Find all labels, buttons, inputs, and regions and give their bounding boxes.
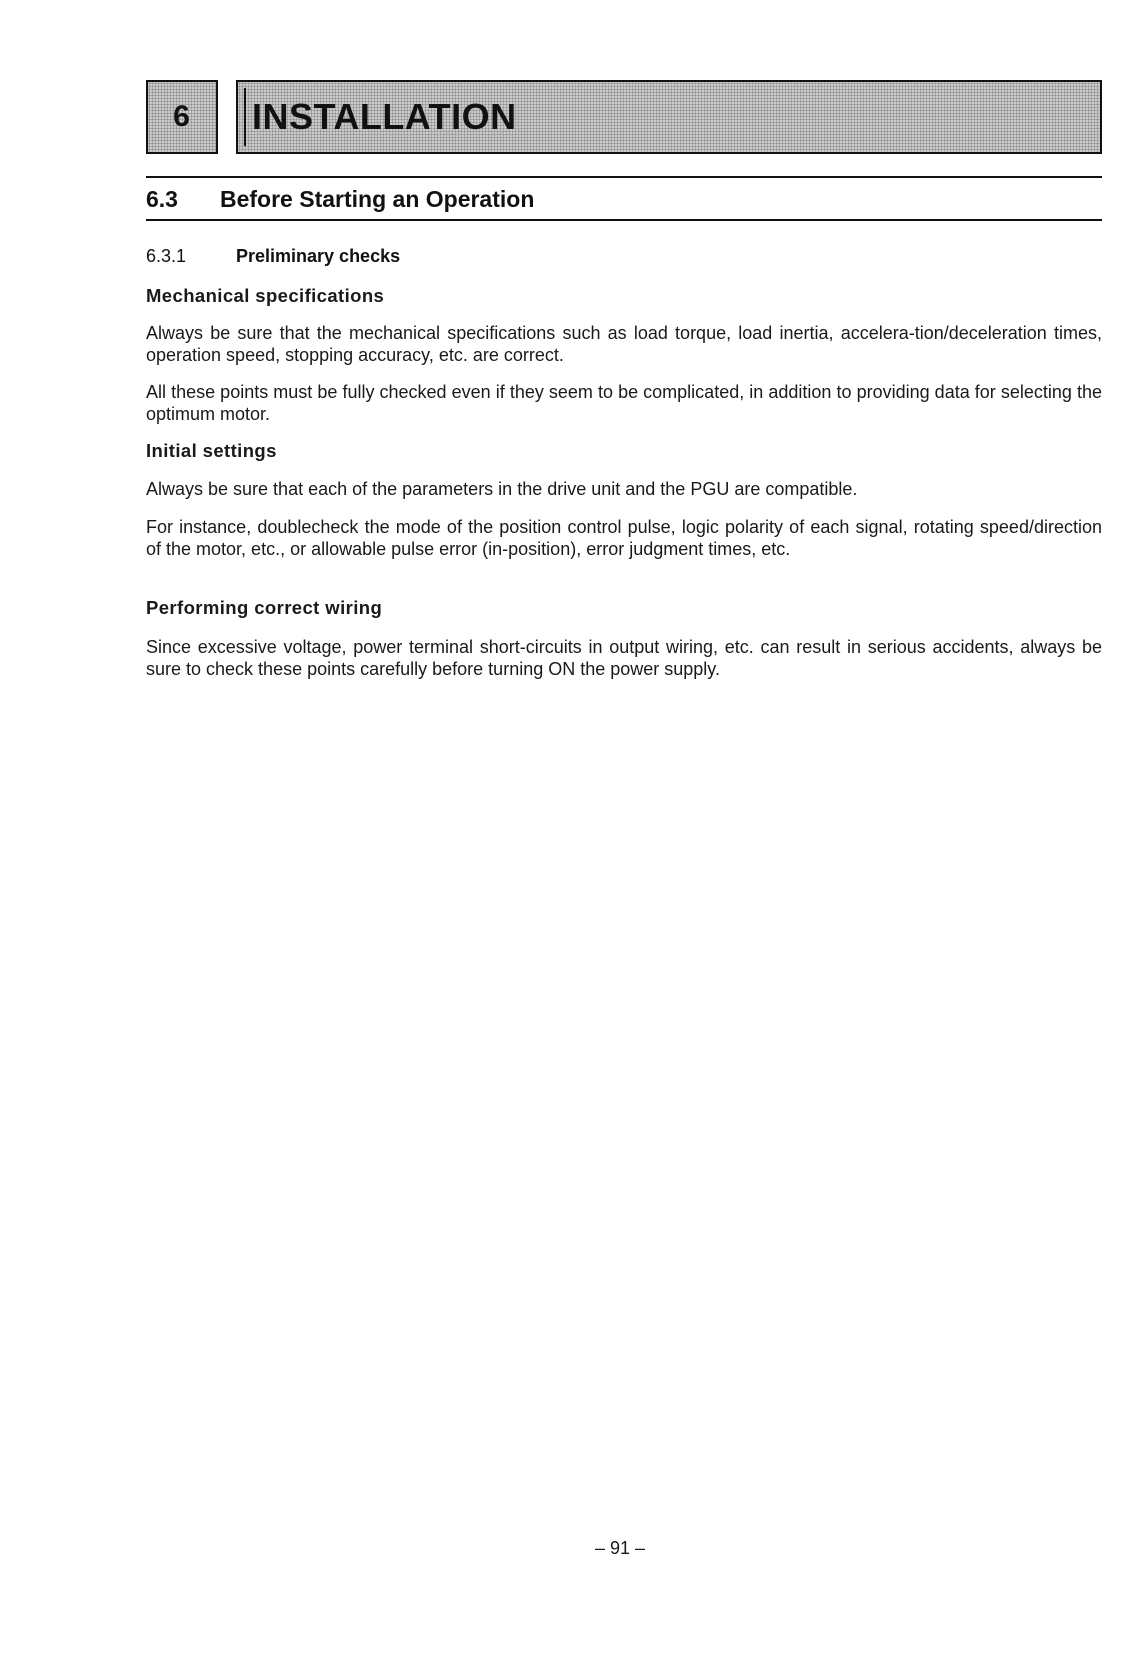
section-number: 6.3: [146, 186, 178, 212]
section-top-rule: [146, 176, 1102, 178]
performing-correct-wiring-paragraph-1: Since excessive voltage, power terminal short-circuits in output wiring, etc. can result in serious accidents, always be sure to check these points carefully before turning ON the power supply.: [146, 637, 1102, 679]
subsection-title: Preliminary checks: [236, 246, 401, 266]
chapter-title: INSTALLATION: [252, 96, 517, 137]
initial-settings-paragraph-1: Always be sure that each of the parameters in the drive unit and the PGU are compatible.: [146, 479, 858, 499]
initial-settings-paragraph-2: For instance, doublecheck the mode of the position control pulse, logic polarity of each signal, rotating speed/direction of the motor, etc., or allowable pulse error (in-position), error judgment times, etc.: [146, 517, 1102, 559]
section-bottom-rule: [146, 219, 1102, 221]
mechanical-specifications-paragraph-2: All these points must be fully checked even if they seem to be complicated, in addition to providing data for selecting the optimum motor.: [146, 382, 1102, 424]
page-number: – 91 –: [594, 1538, 646, 1558]
performing-correct-wiring-heading: Performing correct wiring: [146, 597, 383, 618]
mechanical-specifications-heading: Mechanical specifications: [146, 285, 385, 306]
chapter-title-box: [236, 80, 1102, 154]
initial-settings-heading: Initial settings: [146, 440, 277, 461]
subsection-heading: [146, 246, 400, 267]
subsection-number: 6.3.1: [146, 246, 187, 266]
mechanical-specifications-paragraph-1: Always be sure that the mechanical specifications such as load torque, load inertia, accelera-tion/deceleration times, operation speed, stopping accuracy, etc. are correct.: [146, 323, 1102, 365]
section-title: Before Starting an Operation: [220, 186, 535, 212]
section-heading: [146, 186, 534, 213]
chapter-number: 6: [173, 100, 191, 133]
chapter-number-box: [146, 80, 218, 154]
